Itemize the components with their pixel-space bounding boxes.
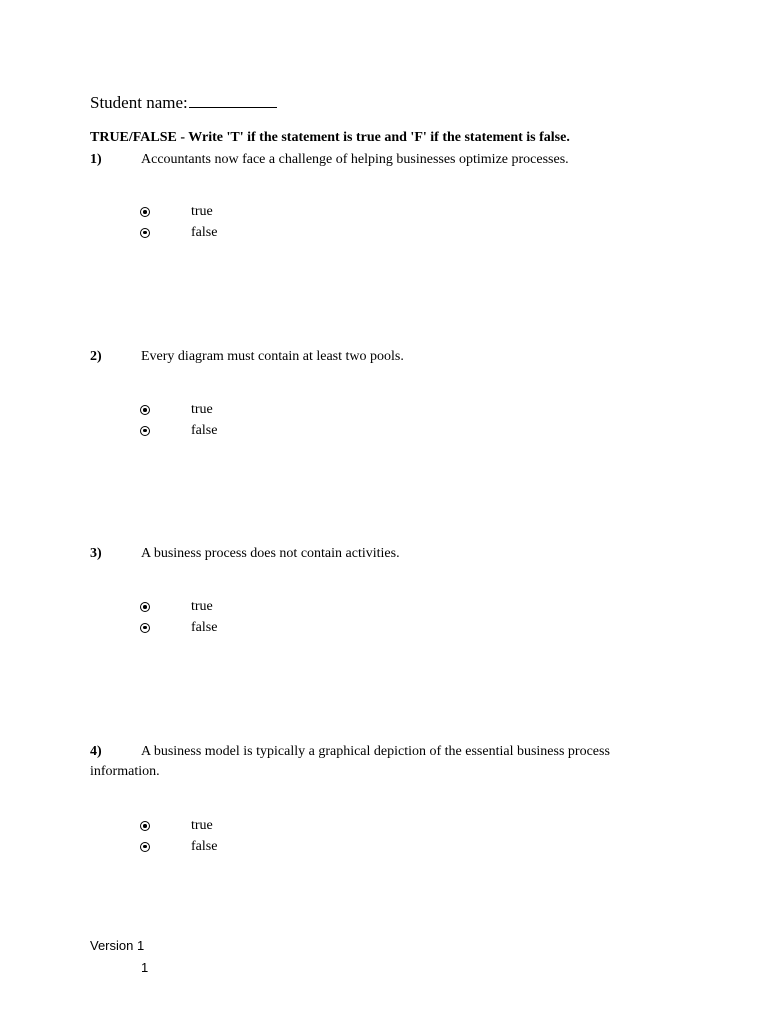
instructions: TRUE/FALSE - Write 'T' if the statement is true and 'F' if the statement is false. (90, 130, 570, 145)
option-label: true (191, 204, 213, 219)
radio-button-icon[interactable] (140, 228, 150, 238)
question-number: 4) (90, 744, 102, 759)
question-2-options (140, 400, 340, 441)
radio-button-icon[interactable] (140, 623, 150, 633)
radio-button-icon[interactable] (140, 842, 150, 852)
option-label: true (191, 402, 213, 417)
option-true[interactable] (140, 816, 340, 837)
option-false[interactable] (140, 223, 340, 244)
question-3 (90, 544, 690, 564)
question-4-options (140, 816, 340, 857)
question-text-continuation: information. (90, 764, 160, 779)
option-label: false (191, 224, 218, 240)
option-false[interactable] (140, 837, 340, 858)
question-number: 2) (90, 349, 102, 364)
radio-button-icon[interactable] (140, 405, 150, 415)
option-true[interactable] (140, 400, 340, 421)
option-true[interactable] (140, 597, 340, 618)
student-name-field (90, 93, 277, 113)
student-name-blank[interactable] (189, 93, 277, 108)
option-label: false (191, 619, 218, 635)
radio-button-icon[interactable] (140, 207, 150, 217)
option-false[interactable] (140, 421, 340, 442)
radio-button-icon[interactable] (140, 821, 150, 831)
option-label: false (191, 838, 218, 854)
option-label: true (191, 599, 213, 614)
footer-version: Version 1 (90, 938, 145, 953)
question-1-options (140, 202, 340, 243)
question-number: 3) (90, 546, 102, 561)
question-3-options (140, 597, 340, 638)
question-text: Accountants now face a challenge of helping businesses optimize processes. (141, 152, 569, 167)
footer-page-number: 1 (141, 960, 149, 975)
option-true[interactable] (140, 202, 340, 223)
option-false[interactable] (140, 618, 340, 639)
question-4 (90, 742, 690, 782)
radio-button-icon[interactable] (140, 426, 150, 436)
option-label: true (191, 818, 213, 833)
student-name-label: Student name: (90, 93, 188, 112)
question-text: Every diagram must contain at least two pools. (141, 349, 404, 364)
option-label: false (191, 422, 218, 438)
question-2 (90, 347, 690, 367)
question-text: A business model is typically a graphical depiction of the essential business process (141, 744, 610, 759)
question-number: 1) (90, 152, 102, 167)
question-1 (90, 150, 690, 170)
question-text: A business process does not contain activities. (141, 546, 400, 561)
radio-button-icon[interactable] (140, 602, 150, 612)
